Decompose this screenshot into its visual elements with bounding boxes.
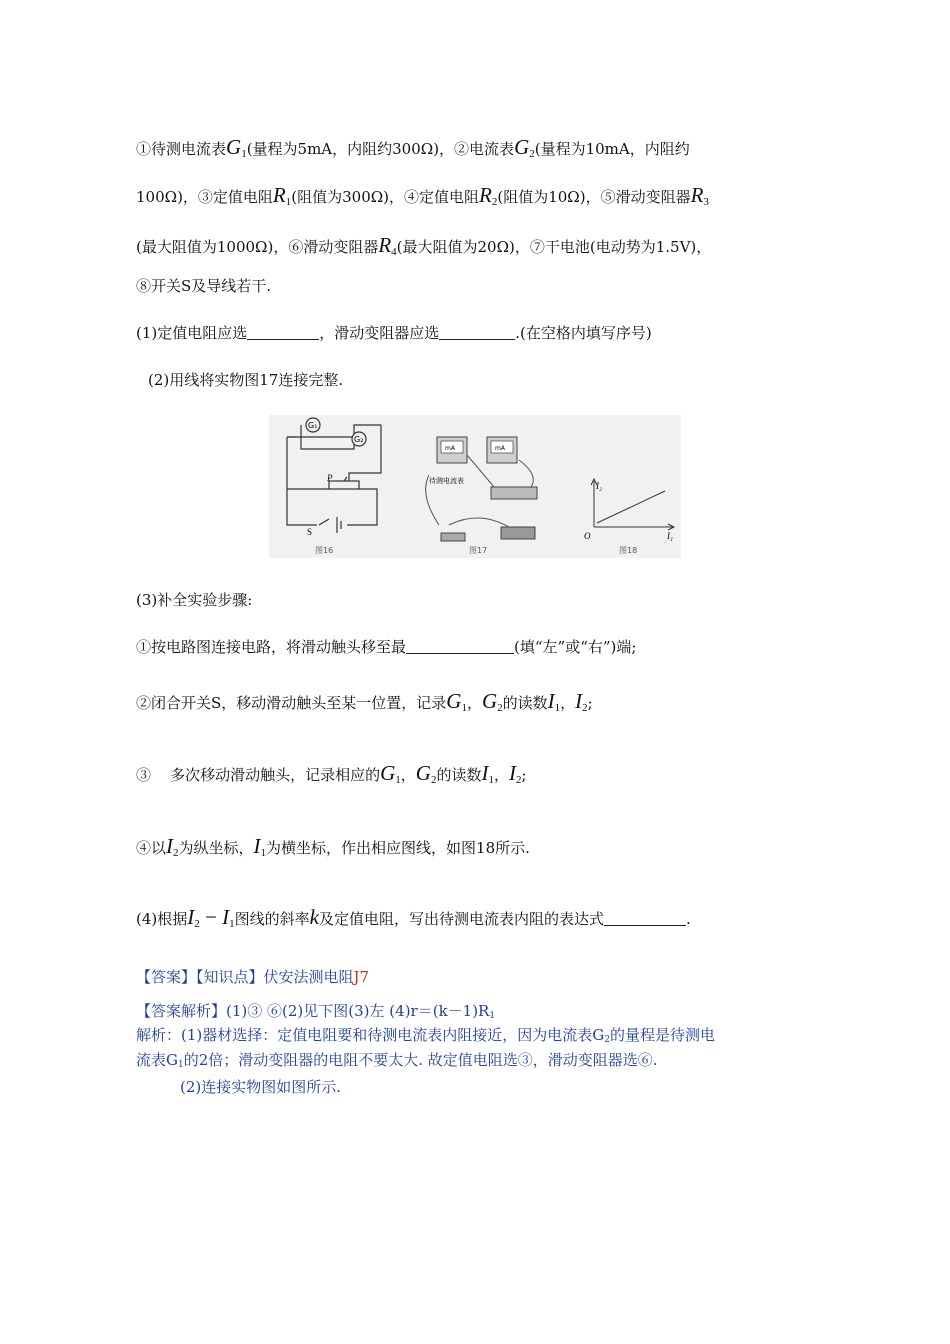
- g1-label: G₁: [308, 421, 318, 430]
- explanation-line-1: 解析：(1)器材选择：定值电阻要和待测电流表内阻接近，因为电流表G2的量程是待测电: [136, 1026, 715, 1045]
- answer-blank-rheostat[interactable]: [439, 325, 515, 340]
- question-4: (4)根据$I_2 - I_1$图线的斜率k及定值电阻，写出待测电流表内阻的表达式 .: [136, 905, 691, 930]
- figure-svg: [269, 415, 681, 558]
- symbol-g1: $G_1$: [380, 761, 401, 786]
- graph-axes: [591, 479, 674, 530]
- symbol-i1: $I_1$: [253, 834, 267, 859]
- symbol-i2: $I_2$: [166, 834, 179, 859]
- graph-line: [597, 491, 665, 523]
- symbol-r2: $R_2$: [479, 183, 498, 208]
- explanation-line-2: 流表G1的2倍；滑动变阻器的电阻不要太大. 故定值电阻选③，滑动变阻器选⑥.: [136, 1051, 658, 1070]
- knowledge-point-code: J7: [353, 968, 370, 986]
- symbol-i1: $I_1$: [481, 761, 494, 786]
- knowledge-point: 伏安法测电阻: [263, 968, 354, 986]
- answer-heading: [136, 966, 369, 988]
- symbol-g2: $G_2$: [481, 689, 503, 714]
- step-3: ③ 多次移动滑动触头，记录相应的$G_1$，$G_2$的读数$I_1$，$I_2$;: [136, 761, 527, 786]
- meter-unit-1: mA: [445, 445, 455, 452]
- answer-label: 【答案】: [136, 968, 197, 986]
- symbol-i2: $I_2$: [508, 761, 522, 786]
- step-1: ①按电路图连接电路，将滑动触头移至最 (填“左”或“右”)端;: [136, 638, 637, 656]
- equipment-line-1: ①待测电流表$G_1$(量程为5mA，内阻约300Ω)，②电流表$G_2$(量程为10mA，内阻约: [136, 135, 690, 160]
- answer-blank-expression[interactable]: [604, 911, 686, 926]
- explanation-line-3: (2)连接实物图如图所示.: [180, 1078, 342, 1096]
- figure-panel: [269, 415, 681, 558]
- symbol-r4: $R_4$: [378, 233, 397, 258]
- equipment-line-3: (最大阻值为1000Ω)，⑥滑动变阻器$R_4$(最大阻值为20Ω)，⑦干电池(电动势为1.5V)，: [136, 233, 712, 258]
- symbol-g1: $G_1$: [226, 135, 247, 160]
- knowledge-point-label: 【知识点】: [196, 968, 264, 986]
- graph-x-label: I₁: [667, 531, 674, 541]
- symbol-i2: $I_2$: [575, 689, 588, 714]
- meter-unit-2: mA: [495, 445, 505, 452]
- expression-i2-minus-i1: $I_2 - I_1$: [187, 905, 235, 930]
- symbol-r1: $R_1$: [272, 183, 292, 208]
- symbol-g2: $G_2$: [514, 135, 535, 160]
- answer-summary: 【答案解析】(1)③ ⑥(2)见下图(3)左 (4)r＝(k－1)R1: [136, 1002, 496, 1021]
- graph-origin: O: [584, 531, 591, 541]
- fig18-caption: 图18: [619, 546, 638, 555]
- apparatus-photo: [426, 437, 537, 541]
- symbol-i1: $I_1$: [547, 689, 561, 714]
- p-label: P: [327, 473, 333, 483]
- symbol-k: k: [309, 905, 319, 929]
- symbol-g2: $G_2$: [415, 761, 437, 786]
- fig17-caption: 图17: [469, 546, 488, 555]
- question-1: (1)定值电阻应选 ，滑动变阻器应选 .(在空格内填写序号): [136, 324, 652, 342]
- answer-blank-direction[interactable]: [406, 639, 514, 654]
- g2-label: G₂: [354, 435, 364, 444]
- question-2: (2)用线将实物图17连接完整.: [148, 371, 344, 389]
- graph-y-label: I₂: [596, 481, 603, 491]
- equipment-line-2: 100Ω)，③定值电阻$R_1$(阻值为300Ω)，④定值电阻$R_2$(阻值为10Ω)，⑤滑动变阻器$R_3$: [136, 183, 709, 208]
- meter-tag: 待测电流表: [429, 477, 464, 485]
- answer-blank-resistor[interactable]: [247, 325, 319, 340]
- step-2: ②闭合开关S，移动滑动触头至某一位置，记录$G_1$，$G_2$的读数$I_1$，$I_2$;: [136, 689, 593, 714]
- symbol-g1: $G_1$: [446, 689, 467, 714]
- symbol-r3: $R_3$: [690, 183, 709, 208]
- step-4: ④以$I_2$为纵坐标，$I_1$为横坐标，作出相应图线，如图18所示.: [136, 834, 530, 859]
- circuit-diagram: [287, 425, 381, 533]
- equipment-line-4: ⑧开关S及导线若干.: [136, 277, 272, 295]
- fig16-caption: 图16: [315, 546, 334, 555]
- s-label: S: [307, 527, 313, 537]
- question-3-title: (3)补全实验步骤:: [136, 591, 253, 609]
